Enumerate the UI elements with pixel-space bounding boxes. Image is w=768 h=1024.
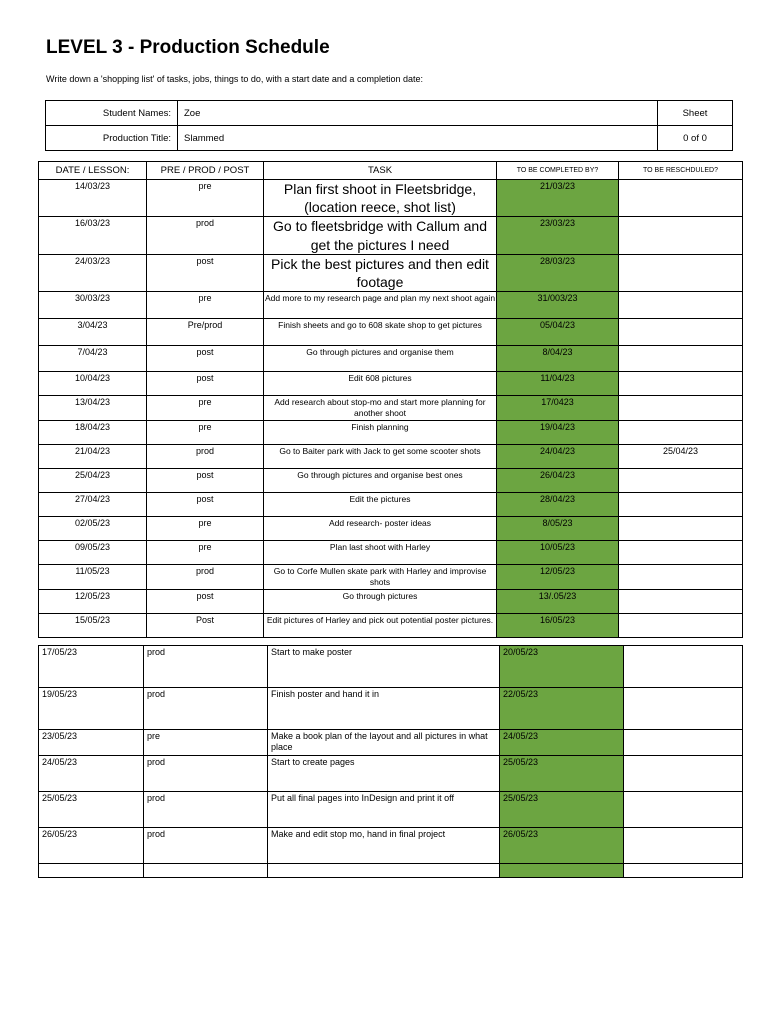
rescheduled-cell[interactable]	[624, 756, 743, 792]
date-cell[interactable]	[39, 864, 144, 878]
table-row	[39, 590, 743, 614]
rescheduled-cell[interactable]	[624, 730, 743, 756]
phase-cell[interactable]: pre	[147, 517, 264, 541]
phase-cell[interactable]: prod	[144, 646, 268, 688]
task-cell[interactable]: Finish planning	[264, 421, 497, 445]
task-cell[interactable]: Add research- poster ideas	[264, 517, 497, 541]
phase-cell[interactable]: post	[147, 469, 264, 493]
rescheduled-cell[interactable]	[619, 541, 743, 565]
rescheduled-cell[interactable]	[624, 828, 743, 864]
task-cell[interactable]: Finish sheets and go to 608 skate shop to get pictures	[264, 319, 497, 346]
phase-cell[interactable]: prod	[147, 217, 264, 254]
date-cell[interactable]: 17/05/23	[39, 646, 144, 688]
table-row	[39, 292, 743, 319]
phase-cell[interactable]: post	[147, 346, 264, 372]
production-title-label: Production Title:	[46, 126, 178, 151]
completed-by-cell[interactable]: 21/03/23	[497, 180, 619, 217]
completed-by-cell[interactable]: 24/04/23	[497, 445, 619, 469]
rescheduled-cell[interactable]	[619, 421, 743, 445]
table-row	[39, 614, 743, 638]
task-cell[interactable]	[268, 864, 500, 878]
table-row	[39, 565, 743, 590]
date-cell[interactable]: 02/05/23	[39, 517, 147, 541]
sheet-label: Sheet	[658, 101, 733, 126]
completed-by-cell[interactable]: 8/05/23	[497, 517, 619, 541]
completed-by-cell[interactable]: 25/05/23	[500, 756, 624, 792]
table-row	[39, 688, 743, 730]
phase-cell[interactable]: prod	[144, 792, 268, 828]
task-cell[interactable]: Make a book plan of the layout and all pictures in what place	[268, 730, 500, 756]
rescheduled-cell[interactable]	[619, 590, 743, 614]
header-rescheduled: TO BE RESCHDULED?	[619, 162, 743, 180]
rescheduled-cell[interactable]	[619, 319, 743, 346]
task-cell[interactable]: Finish poster and hand it in	[268, 688, 500, 730]
phase-cell[interactable]: pre	[147, 541, 264, 565]
date-cell[interactable]: 18/04/23	[39, 421, 147, 445]
student-names-value[interactable]: Zoe	[178, 101, 658, 126]
phase-cell[interactable]: pre	[147, 421, 264, 445]
phase-cell[interactable]: prod	[144, 688, 268, 730]
rescheduled-cell[interactable]	[624, 688, 743, 730]
table-row	[39, 646, 743, 688]
task-cell[interactable]: Start to create pages	[268, 756, 500, 792]
table-row	[39, 421, 743, 445]
rescheduled-cell[interactable]	[619, 346, 743, 372]
production-row	[46, 126, 733, 151]
sheet-value: 0 of 0	[658, 126, 733, 151]
table-row	[39, 756, 743, 792]
task-cell[interactable]: Add research about stop-mo and start more planning for another shoot	[264, 396, 497, 421]
date-cell[interactable]: 14/03/23	[39, 180, 147, 217]
task-cell[interactable]: Edit the pictures	[264, 493, 497, 517]
completed-by-cell[interactable]: 20/05/23	[500, 646, 624, 688]
instructions: Write down a 'shopping list' of tasks, jobs, things to do, with a start date and a completion date:	[46, 74, 423, 84]
table-row	[39, 217, 743, 254]
date-cell[interactable]: 15/05/23	[39, 614, 147, 638]
date-cell[interactable]: 09/05/23	[39, 541, 147, 565]
completed-by-cell[interactable]: 17/0423	[497, 396, 619, 421]
phase-cell[interactable]: pre	[144, 730, 268, 756]
date-cell[interactable]: 23/05/23	[39, 730, 144, 756]
completed-by-cell[interactable]: 10/05/23	[497, 541, 619, 565]
date-cell[interactable]: 12/05/23	[39, 590, 147, 614]
page-title: LEVEL 3 - Production Schedule	[46, 37, 330, 58]
table-row	[39, 541, 743, 565]
phase-cell[interactable]: pre	[147, 180, 264, 217]
table-row	[39, 346, 743, 372]
date-cell[interactable]: 25/04/23	[39, 469, 147, 493]
task-cell[interactable]: Make and edit stop mo, hand in final project	[268, 828, 500, 864]
completed-by-cell[interactable]: 19/04/23	[497, 421, 619, 445]
phase-cell[interactable]: pre	[147, 396, 264, 421]
rescheduled-cell[interactable]	[619, 372, 743, 396]
date-cell[interactable]: 30/03/23	[39, 292, 147, 319]
rescheduled-cell[interactable]	[624, 864, 743, 878]
completed-by-cell[interactable]: 26/04/23	[497, 469, 619, 493]
date-cell[interactable]: 7/04/23	[39, 346, 147, 372]
rescheduled-cell[interactable]	[619, 493, 743, 517]
date-cell[interactable]: 24/03/23	[39, 254, 147, 291]
completed-by-cell[interactable]	[500, 864, 624, 878]
phase-cell[interactable]: post	[147, 254, 264, 291]
phase-cell[interactable]: prod	[144, 828, 268, 864]
schedule-table-continued	[38, 645, 743, 878]
phase-cell[interactable]: Post	[147, 614, 264, 638]
task-cell[interactable]: Pick the best pictures and then edit footage	[264, 254, 497, 291]
date-cell[interactable]: 3/04/23	[39, 319, 147, 346]
phase-cell[interactable]: prod	[147, 565, 264, 590]
task-cell[interactable]: Edit 608 pictures	[264, 372, 497, 396]
completed-by-cell[interactable]: 05/04/23	[497, 319, 619, 346]
header-date: DATE / LESSON:	[39, 162, 147, 180]
table-row	[39, 730, 743, 756]
date-cell[interactable]: 11/05/23	[39, 565, 147, 590]
date-cell[interactable]: 16/03/23	[39, 217, 147, 254]
student-names-label: Student Names:	[46, 101, 178, 126]
header-completed-by: TO BE COMPLETED BY?	[497, 162, 619, 180]
task-cell[interactable]: Plan first shoot in Fleetsbridge, (location reece, shot list)	[264, 180, 497, 217]
rescheduled-cell[interactable]	[619, 217, 743, 254]
rescheduled-cell[interactable]	[619, 614, 743, 638]
rescheduled-cell[interactable]	[619, 292, 743, 319]
production-title-value[interactable]: Slammed	[178, 126, 658, 151]
task-cell[interactable]: Go through pictures and organise best ones	[264, 469, 497, 493]
completed-by-cell[interactable]: 28/04/23	[497, 493, 619, 517]
rescheduled-cell[interactable]: 25/04/23	[619, 445, 743, 469]
completed-by-cell[interactable]: 26/05/23	[500, 828, 624, 864]
completed-by-cell[interactable]: 8/04/23	[497, 346, 619, 372]
schedule-table	[38, 161, 743, 638]
table-row	[39, 180, 743, 217]
date-cell[interactable]: 26/05/23	[39, 828, 144, 864]
task-cell[interactable]: Go to Corfe Mullen skate park with Harley and improvise shots	[264, 565, 497, 590]
completed-by-cell[interactable]: 23/03/23	[497, 217, 619, 254]
table-row	[39, 792, 743, 828]
completed-by-cell[interactable]: 12/05/23	[497, 565, 619, 590]
task-cell[interactable]: Edit pictures of Harley and pick out potential poster pictures.	[264, 614, 497, 638]
rescheduled-cell[interactable]	[619, 396, 743, 421]
info-table	[45, 100, 733, 151]
task-cell[interactable]: Plan last shoot with Harley	[264, 541, 497, 565]
table-row	[39, 864, 743, 878]
table-row	[39, 254, 743, 291]
task-cell[interactable]: Start to make poster	[268, 646, 500, 688]
table-row	[39, 469, 743, 493]
phase-cell[interactable]: post	[147, 590, 264, 614]
table-row	[39, 445, 743, 469]
phase-cell[interactable]: prod	[144, 756, 268, 792]
task-cell[interactable]: Go to Baiter park with Jack to get some scooter shots	[264, 445, 497, 469]
completed-by-cell[interactable]: 31/003/23	[497, 292, 619, 319]
schedule-body	[39, 180, 743, 638]
task-cell[interactable]: Add more to my research page and plan my next shoot again	[264, 292, 497, 319]
phase-cell[interactable]: pre	[147, 292, 264, 319]
table-row	[39, 319, 743, 346]
table-row	[39, 828, 743, 864]
header-phase: PRE / PROD / POST	[147, 162, 264, 180]
rescheduled-cell[interactable]	[619, 517, 743, 541]
completed-by-cell[interactable]: 16/05/23	[497, 614, 619, 638]
task-cell[interactable]: Go through pictures	[264, 590, 497, 614]
table-row	[39, 396, 743, 421]
date-cell[interactable]: 10/04/23	[39, 372, 147, 396]
completed-by-cell[interactable]: 28/03/23	[497, 254, 619, 291]
rescheduled-cell[interactable]	[619, 469, 743, 493]
rescheduled-cell[interactable]	[619, 180, 743, 217]
phase-cell[interactable]: post	[147, 372, 264, 396]
header-row	[39, 162, 743, 180]
date-cell[interactable]: 24/05/23	[39, 756, 144, 792]
completed-by-cell[interactable]: 11/04/23	[497, 372, 619, 396]
task-cell[interactable]: Put all final pages into InDesign and print it off	[268, 792, 500, 828]
date-cell[interactable]: 13/04/23	[39, 396, 147, 421]
rescheduled-cell[interactable]	[624, 792, 743, 828]
completed-by-cell[interactable]: 13/.05/23	[497, 590, 619, 614]
task-cell[interactable]: Go to fleetsbridge with Callum and get the pictures I need	[264, 217, 497, 254]
completed-by-cell[interactable]: 24/05/23	[500, 730, 624, 756]
table-row	[39, 372, 743, 396]
date-cell[interactable]: 21/04/23	[39, 445, 147, 469]
rescheduled-cell[interactable]	[619, 565, 743, 590]
phase-cell[interactable]: prod	[147, 445, 264, 469]
phase-cell[interactable]	[144, 864, 268, 878]
phase-cell[interactable]: Pre/prod	[147, 319, 264, 346]
completed-by-cell[interactable]: 22/05/23	[500, 688, 624, 730]
student-row	[46, 101, 733, 126]
rescheduled-cell[interactable]	[619, 254, 743, 291]
header-task: TASK	[264, 162, 497, 180]
schedule-body-continued	[39, 646, 743, 878]
phase-cell[interactable]: post	[147, 493, 264, 517]
table-row	[39, 493, 743, 517]
date-cell[interactable]: 19/05/23	[39, 688, 144, 730]
rescheduled-cell[interactable]	[624, 646, 743, 688]
table-row	[39, 517, 743, 541]
date-cell[interactable]: 27/04/23	[39, 493, 147, 517]
completed-by-cell[interactable]: 25/05/23	[500, 792, 624, 828]
task-cell[interactable]: Go through pictures and organise them	[264, 346, 497, 372]
date-cell[interactable]: 25/05/23	[39, 792, 144, 828]
